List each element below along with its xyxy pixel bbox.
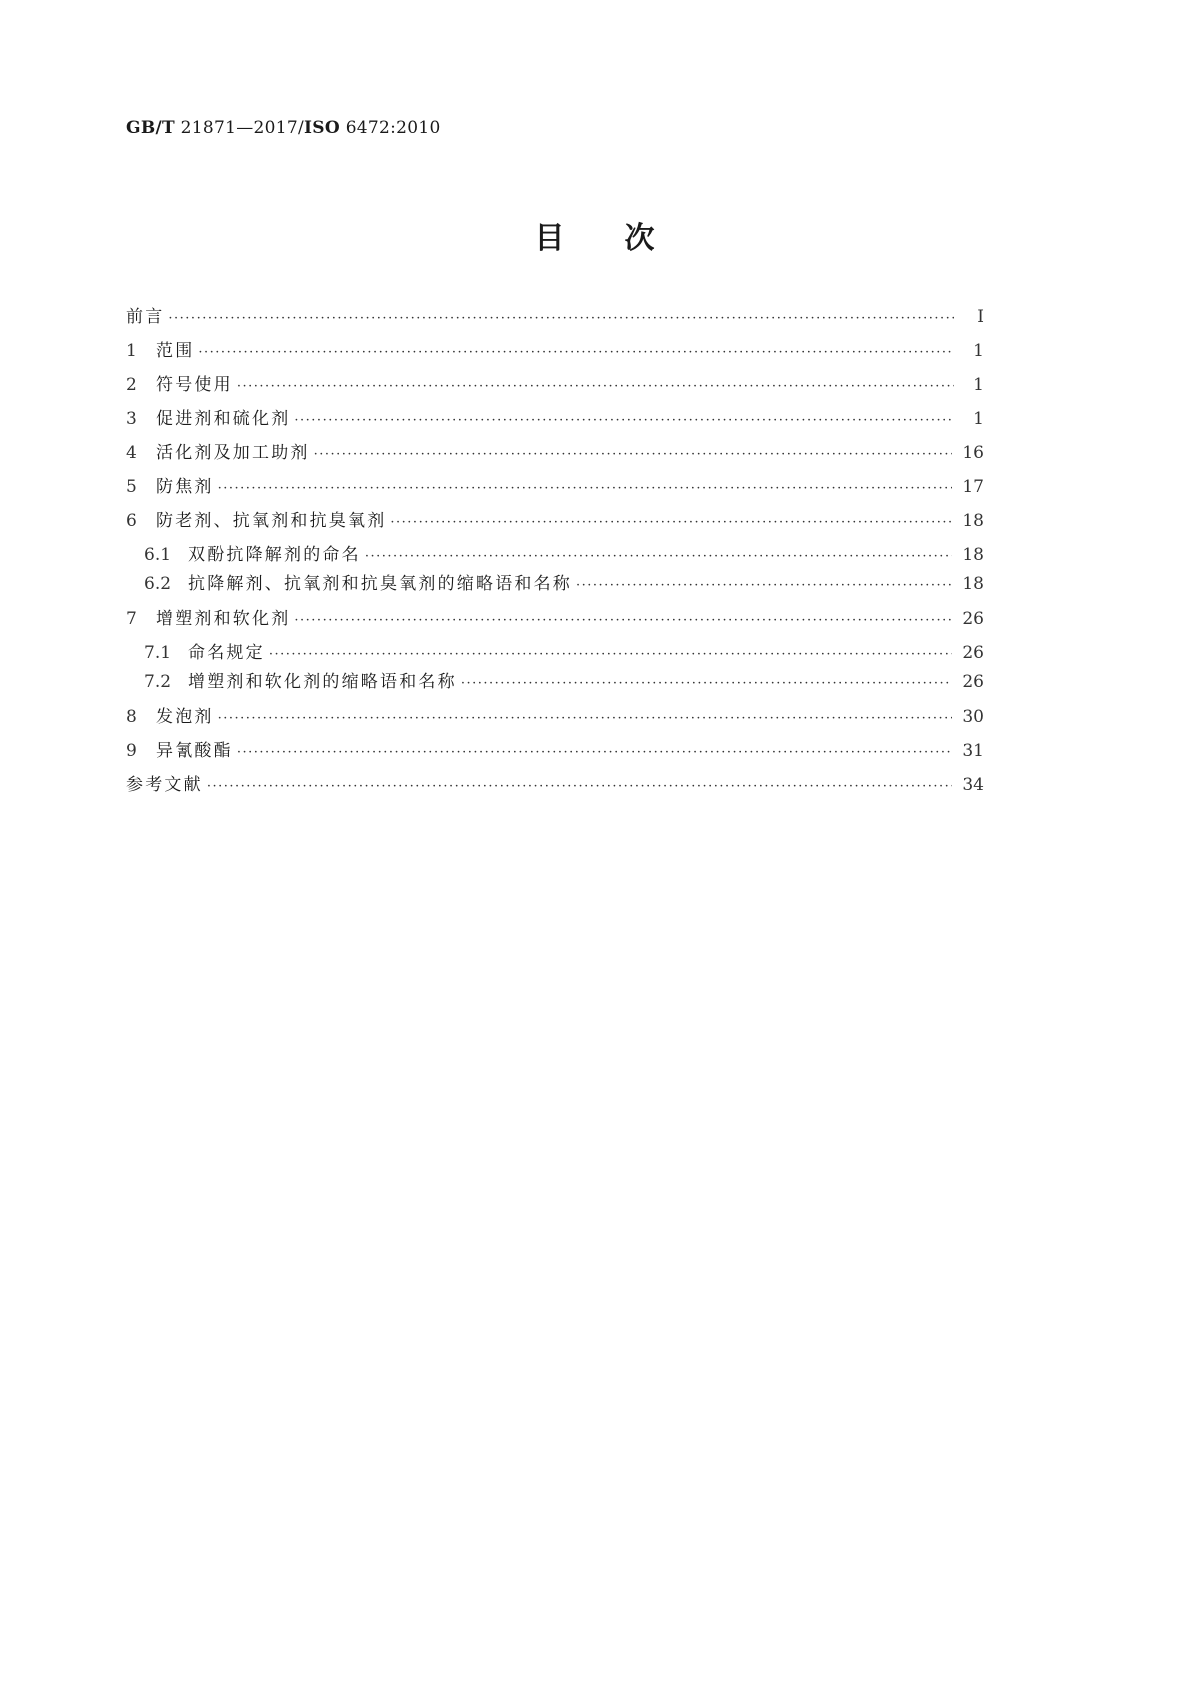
- toc-entry-title: 范围: [156, 341, 195, 361]
- toc-entry-number: 4: [126, 443, 137, 463]
- toc-entry-title: 命名规定: [188, 643, 265, 663]
- toc-entry-page: 18: [962, 574, 984, 594]
- page-title: [0, 213, 1191, 257]
- toc-entry-bibliography[interactable]: [126, 772, 984, 798]
- toc-entry-page: 1: [973, 341, 984, 361]
- page-title-char-2: 次: [624, 221, 657, 256]
- toc-entry-title: 双酚抗降解剂的命名: [188, 545, 361, 565]
- iso-number: 6472:2010: [339, 118, 441, 138]
- toc-entry-page: 18: [962, 545, 984, 565]
- toc-entry-1[interactable]: [126, 338, 984, 364]
- toc-entry-6-2[interactable]: [144, 571, 984, 597]
- toc-leader-dots: [294, 408, 954, 434]
- toc-entry-6-1[interactable]: [144, 542, 984, 568]
- iso-prefix: ISO: [304, 118, 340, 138]
- toc-entry-number: 6.2: [144, 574, 172, 594]
- toc-leader-dots: [198, 340, 954, 366]
- toc-entry-number: 6: [126, 511, 137, 531]
- toc-entry-9[interactable]: [126, 738, 984, 764]
- toc-entry-page: 31: [962, 741, 984, 761]
- toc-entry-title: 符号使用: [156, 375, 233, 395]
- toc-entry-title: 促进剂和硫化剂: [156, 409, 291, 429]
- toc-entry-page: 1: [973, 375, 984, 395]
- toc-entry-4[interactable]: [126, 440, 984, 466]
- toc-entry-number: 9: [126, 741, 137, 761]
- toc-entry-title: 前言: [126, 307, 165, 327]
- standard-code-header: [126, 118, 441, 138]
- toc-leader-dots: [461, 671, 953, 697]
- toc-entry-2[interactable]: [126, 372, 984, 398]
- toc-leader-dots: [218, 706, 953, 732]
- toc-entry-number: 2: [126, 375, 137, 395]
- toc-entry-foreword[interactable]: [126, 304, 984, 330]
- toc-leader-dots: [294, 608, 952, 634]
- toc-leader-dots: [207, 774, 953, 800]
- toc-entry-title: 发泡剂: [156, 707, 214, 727]
- toc-leader-dots: [237, 740, 953, 766]
- toc-entry-page: 26: [962, 672, 984, 692]
- toc-entry-title: 增塑剂和软化剂: [156, 609, 291, 629]
- toc-entry-number: 7.1: [144, 643, 172, 663]
- toc-entry-page: 34: [962, 775, 984, 795]
- toc-leader-dots: [168, 306, 954, 332]
- standard-code-number: 21871—2017/: [174, 118, 305, 138]
- toc-entry-6[interactable]: [126, 508, 984, 534]
- toc-entry-title: 参考文献: [126, 775, 203, 795]
- toc-entry-title: 异氰酸酯: [156, 741, 233, 761]
- toc-entry-title: 抗降解剂、抗氧剂和抗臭氧剂的缩略语和名称: [188, 574, 572, 594]
- toc-entry-number: 7: [126, 609, 137, 629]
- page-title-char-1: 目: [534, 221, 567, 256]
- toc-entry-title: 防老剂、抗氧剂和抗臭氧剂: [156, 511, 387, 531]
- toc-entry-3[interactable]: [126, 406, 984, 432]
- toc-entry-7-2[interactable]: [144, 669, 984, 695]
- toc-entry-7[interactable]: [126, 606, 984, 632]
- toc-entry-title: 活化剂及加工助剂: [156, 443, 310, 463]
- toc-entry-5[interactable]: [126, 474, 984, 500]
- toc-entry-number: 1: [126, 341, 137, 361]
- toc-entry-number: 7.2: [144, 672, 172, 692]
- toc-entry-page: 17: [962, 477, 984, 497]
- toc-entry-page: 16: [962, 443, 984, 463]
- toc-entry-number: 6.1: [144, 545, 172, 565]
- toc-entry-number: 3: [126, 409, 137, 429]
- toc-leader-dots: [314, 442, 953, 468]
- toc-entry-7-1[interactable]: [144, 640, 984, 666]
- toc-entry-page: 26: [962, 643, 984, 663]
- toc-entry-page: 26: [962, 609, 984, 629]
- toc-leader-dots: [365, 544, 953, 570]
- toc-entry-page: 18: [962, 511, 984, 531]
- toc-leader-dots: [218, 476, 953, 502]
- toc-entry-number: 5: [126, 477, 137, 497]
- toc-entry-page: 30: [962, 707, 984, 727]
- standard-code-prefix: GB/T: [126, 118, 175, 138]
- toc-entry-number: 8: [126, 707, 137, 727]
- toc-leader-dots: [269, 642, 953, 668]
- toc-entry-page: Ⅰ: [977, 307, 984, 327]
- toc-entry-page: 1: [973, 409, 984, 429]
- toc-entry-title: 增塑剂和软化剂的缩略语和名称: [188, 672, 457, 692]
- toc-leader-dots: [237, 374, 954, 400]
- toc-entry-8[interactable]: [126, 704, 984, 730]
- toc-leader-dots: [576, 573, 952, 599]
- toc-leader-dots: [390, 510, 952, 536]
- toc-entry-title: 防焦剂: [156, 477, 214, 497]
